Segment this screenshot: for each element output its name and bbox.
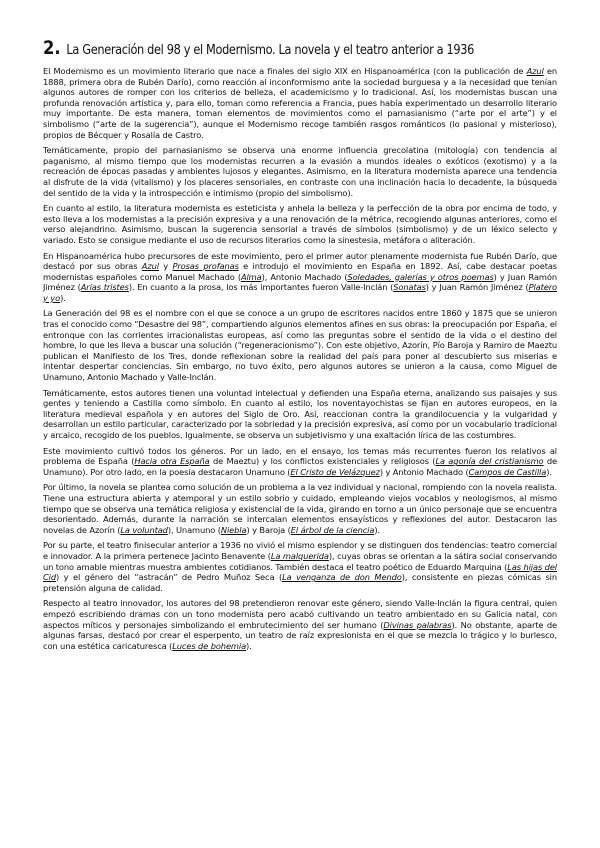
- work-title: La malquerida: [270, 550, 329, 561]
- paragraph-text: y: [158, 261, 173, 272]
- paragraph-text: ), cuyas obras se orientan a la sátira social conservando un tono amable mientras muestra ambientes cotidianos. También destaca el teatro poético de Eduardo Marquina (: [43, 550, 557, 572]
- work-title: Luces de bohemia: [172, 640, 247, 651]
- work-title: Prosas profanas: [172, 261, 239, 272]
- paragraph-text: ) y Antonio Machado (: [379, 466, 469, 477]
- work-title: Soledades, galerías y otros poemas: [347, 271, 494, 282]
- paragraph-text: de Unamuno). Por otro lado, en la poesía destacaron Unamuno (: [43, 456, 558, 477]
- paragraph-text: La Generación del 98 es el nombre con el que se conoce a un grupo de escritores nacidos entre 1860 y 1875 que se unieron tras el conocido como “Desastre del 98”, compartiendo algunos elementos afines en sus obras: la preocupación por España, el entronque con las corrientes irracionalistas europeas, así como las preguntas sobre el sentido de la vida o el destino del hombre, lo que les lleva a buscar una solución (“regeneracionismo”). Con este objetivo, Azorín, Pío Baroja y Ramiro de Maeztu publican el Manifiesto de los Tres, donde reflexionan sobre la realidad del país para poner al descubierto sus miserias e intentar despertar conciencias. Sin embargo, no tuvo éxito, pero algunos autores se unieron a la causa, como Miguel de Unamuno, Antonio Machado y Valle-Inclán.: [43, 308, 557, 383]
- paragraph-text: Por su parte, el teatro finisecular anterior a 1936 no vivió el mismo esplendor y se distinguen dos tendencias: teatro comercial e innovador. A la primera pertenece Jacinto Benavente (: [43, 540, 557, 561]
- paragraph: [43, 308, 557, 382]
- paragraph-text: e introdujo el movimiento en España en 1892. Así, cabe destacar poetas modernistas españoles como Manuel Machado (: [43, 261, 558, 282]
- work-title: El Cristo de Velázquez: [290, 466, 380, 477]
- paragraph-text: Este movimiento cultivó todos los géneros. Por un lado, en el ensayo, los temas más recurrentes fueron los relativos al problema de España (: [43, 445, 557, 467]
- document-body: [43, 66, 557, 651]
- paragraph: [43, 446, 557, 478]
- paragraph-text: ).: [60, 292, 66, 303]
- paragraph-text: ). No obstante, aparte de algunas farsas, destacó por crear el esperpento, un teatro de raíz expresionista en el que se mezcla lo trágico y lo burlesco, con una estética caricaturesca (: [43, 619, 558, 651]
- paragraph-text: Respecto al teatro innovador, los autores del 98 pretendieron renovar este género, siendo Valle-Inclán la figura central, quien empezó escribiendo dramas con un tono modernista pero acabó cultivando un teatro ambientado en su Galicia natal, con aspectos míticos y personajes simbolizando el embrutecimiento del ser humano (: [43, 598, 557, 630]
- paragraph-text: ), consistente en piezas cómicas sin pretensión alguna de calidad.: [43, 572, 558, 593]
- work-title: Sonatas: [393, 282, 426, 293]
- paragraph-text: Por último, la novela se plantea como solución de un problema a la vez individual y nacional, rompiendo con la novela realista. Tiene una estructura abierta y atemporal y un estilo sobrio y cuidado, empleando viejos vocablos y neologismos, al mismo tiempo que se observa una temática religiosa y existencial de la vida, girando en torno a un único personaje que se encuentra desorientado. Además, durante la narración se intercalan elementos ensayísticos y reflexiones del autor. Destacaron las novelas de Azorín (: [43, 482, 557, 535]
- work-title: Azul: [526, 66, 544, 76]
- paragraph-text: En Hispanoamérica hubo precursores de este movimiento, pero el primer autor plenamente modernista fue Rubén Darío, que destacó por sus obras: [43, 250, 557, 272]
- paragraph: [43, 145, 557, 198]
- paragraph-text: ), Antonio Machado (: [261, 271, 348, 282]
- paragraph-text: en 1888, primera obra de Rubén Darío), como reacción al inconformismo ante la sociedad burguesa y a la necesidad que tenían algunos autores de romper con los criterios de belleza, el academicismo y lo tradicional. Así, los modernistas buscan una profunda renovación artística y, para ello, toman como referencia a Francia, pues había experimentado un desarrollo literario muy importante. De esta manera, toman elementos de movimientos como el parnasianismo (“arte por el arte”) y el simbolismo (“arte de la sugerencia”), aunque el Modernismo recoge también rasgos románticos (lo pasional y misterioso), propios de Bécquer y Rosalía de Castro.: [43, 66, 557, 140]
- document-page: [43, 37, 558, 656]
- paragraph-text: de Maeztu) y los conflictos existenciales y religiosos (: [209, 456, 436, 467]
- work-title: Niebla: [220, 524, 247, 535]
- paragraph: [43, 251, 557, 304]
- work-title: Divinas palabras: [383, 619, 452, 630]
- section-title: La Generación del 98 y el Modernismo. La novela y el teatro anterior a 1936: [66, 43, 475, 58]
- paragraph-text: ) y Baroja (: [246, 524, 291, 535]
- paragraph-text: ) y el género del “astracán” de Pedro Muñoz Seca (: [56, 572, 283, 583]
- paragraph-text: ).: [374, 524, 380, 535]
- work-title: Azul: [141, 261, 159, 272]
- work-title: Las hijas del Cid: [43, 561, 557, 583]
- work-title: La voluntad: [120, 524, 168, 535]
- paragraph-text: En cuanto al estilo, la literatura modernista es esteticista y anhela la belleza y la perfección de la obra por encima de todo, y esto lleva a los modernistas a la precisión expresiva y a una renovación de la métrica, recogiendo algunas anteriores, como el verso alejandrino. Asimismo, buscan la sugerencia sensorial a través de símbolos (simbolismo) y de un léxico selecto y variado. Esto se consigue mediante el uso de recursos literarios como la sinestesia, metáfora o aliteración.: [43, 203, 557, 245]
- work-title: La agonía del cristianismo: [435, 456, 544, 467]
- paragraph-text: ) y Juan Ramón Jiménez (: [43, 271, 557, 293]
- paragraph: [43, 388, 557, 441]
- paragraph: [43, 203, 557, 245]
- paragraph-text: Temáticamente, propio del parnasianismo se observa una enorme influencia grecolatina (mitología) con tendencia al paganismo, al mismo tiempo que los modernistas recurren a la evasión a mundos ideales o exóticos (exotismo) y a la recreación de épocas pasadas y ambientes lujosos y elegantes. Asimismo, en la literatura modernista aparece una tendencia al disfrute de la vida (vitalismo) y los placeres sensoriales, en contraste con una inclinación hacia lo decadente, la búsqueda del sentido de la vida y la introspección e intimismo (propio del simbolismo).: [43, 145, 557, 198]
- paragraph-text: El Modernismo es un movimiento literario que nace a finales del siglo XIX en Hispanoamérica (con la publicación de: [43, 66, 527, 76]
- paragraph-text: ), Unamuno (: [167, 524, 221, 535]
- paragraph: [43, 540, 557, 593]
- work-title: Campos de Castilla: [468, 466, 547, 477]
- paragraph-text: ) y Juan Ramón Jiménez (: [425, 282, 529, 293]
- work-title: El árbol de la ciencia: [290, 524, 375, 535]
- paragraph-text: ).: [546, 466, 552, 477]
- paragraph: [43, 66, 557, 140]
- work-title: Arias tristes: [80, 282, 129, 293]
- paragraph: [43, 482, 557, 535]
- paragraph-text: Temáticamente, estos autores tienen una voluntad intelectual y defienden una España eterna, analizando sus paisajes y sus gentes y teniendo a Castilla como símbolo. En cuanto al estilo, los noventayochistas se fijan en autores europeos, en la literatura medieval española y en autores del Siglo de Oro. Así, reaccionan contra la grandilocuencia y la vulgaridad y desarrollan un estilo particular, caracterizado por la sobriedad y la precisión expresiva, así como por un vocabulario tradicional y arcaico, recogido de los pueblos. Igualmente, se observa un subjetivismo y una exaltación lírica de las costumbres.: [43, 387, 557, 440]
- paragraph: [43, 598, 557, 651]
- paragraph-text: ).: [246, 640, 252, 651]
- section-heading: [43, 37, 485, 59]
- work-title: Platero y yo: [43, 282, 557, 303]
- work-title: Alma: [240, 271, 262, 282]
- work-title: Hacia otra España: [134, 456, 210, 467]
- section-number: 2.: [43, 37, 61, 59]
- paragraph-text: ). En cuanto a la prosa, los más importantes fueron Valle-Inclán (: [128, 282, 394, 293]
- work-title: La venganza de don Mendo: [282, 572, 402, 583]
